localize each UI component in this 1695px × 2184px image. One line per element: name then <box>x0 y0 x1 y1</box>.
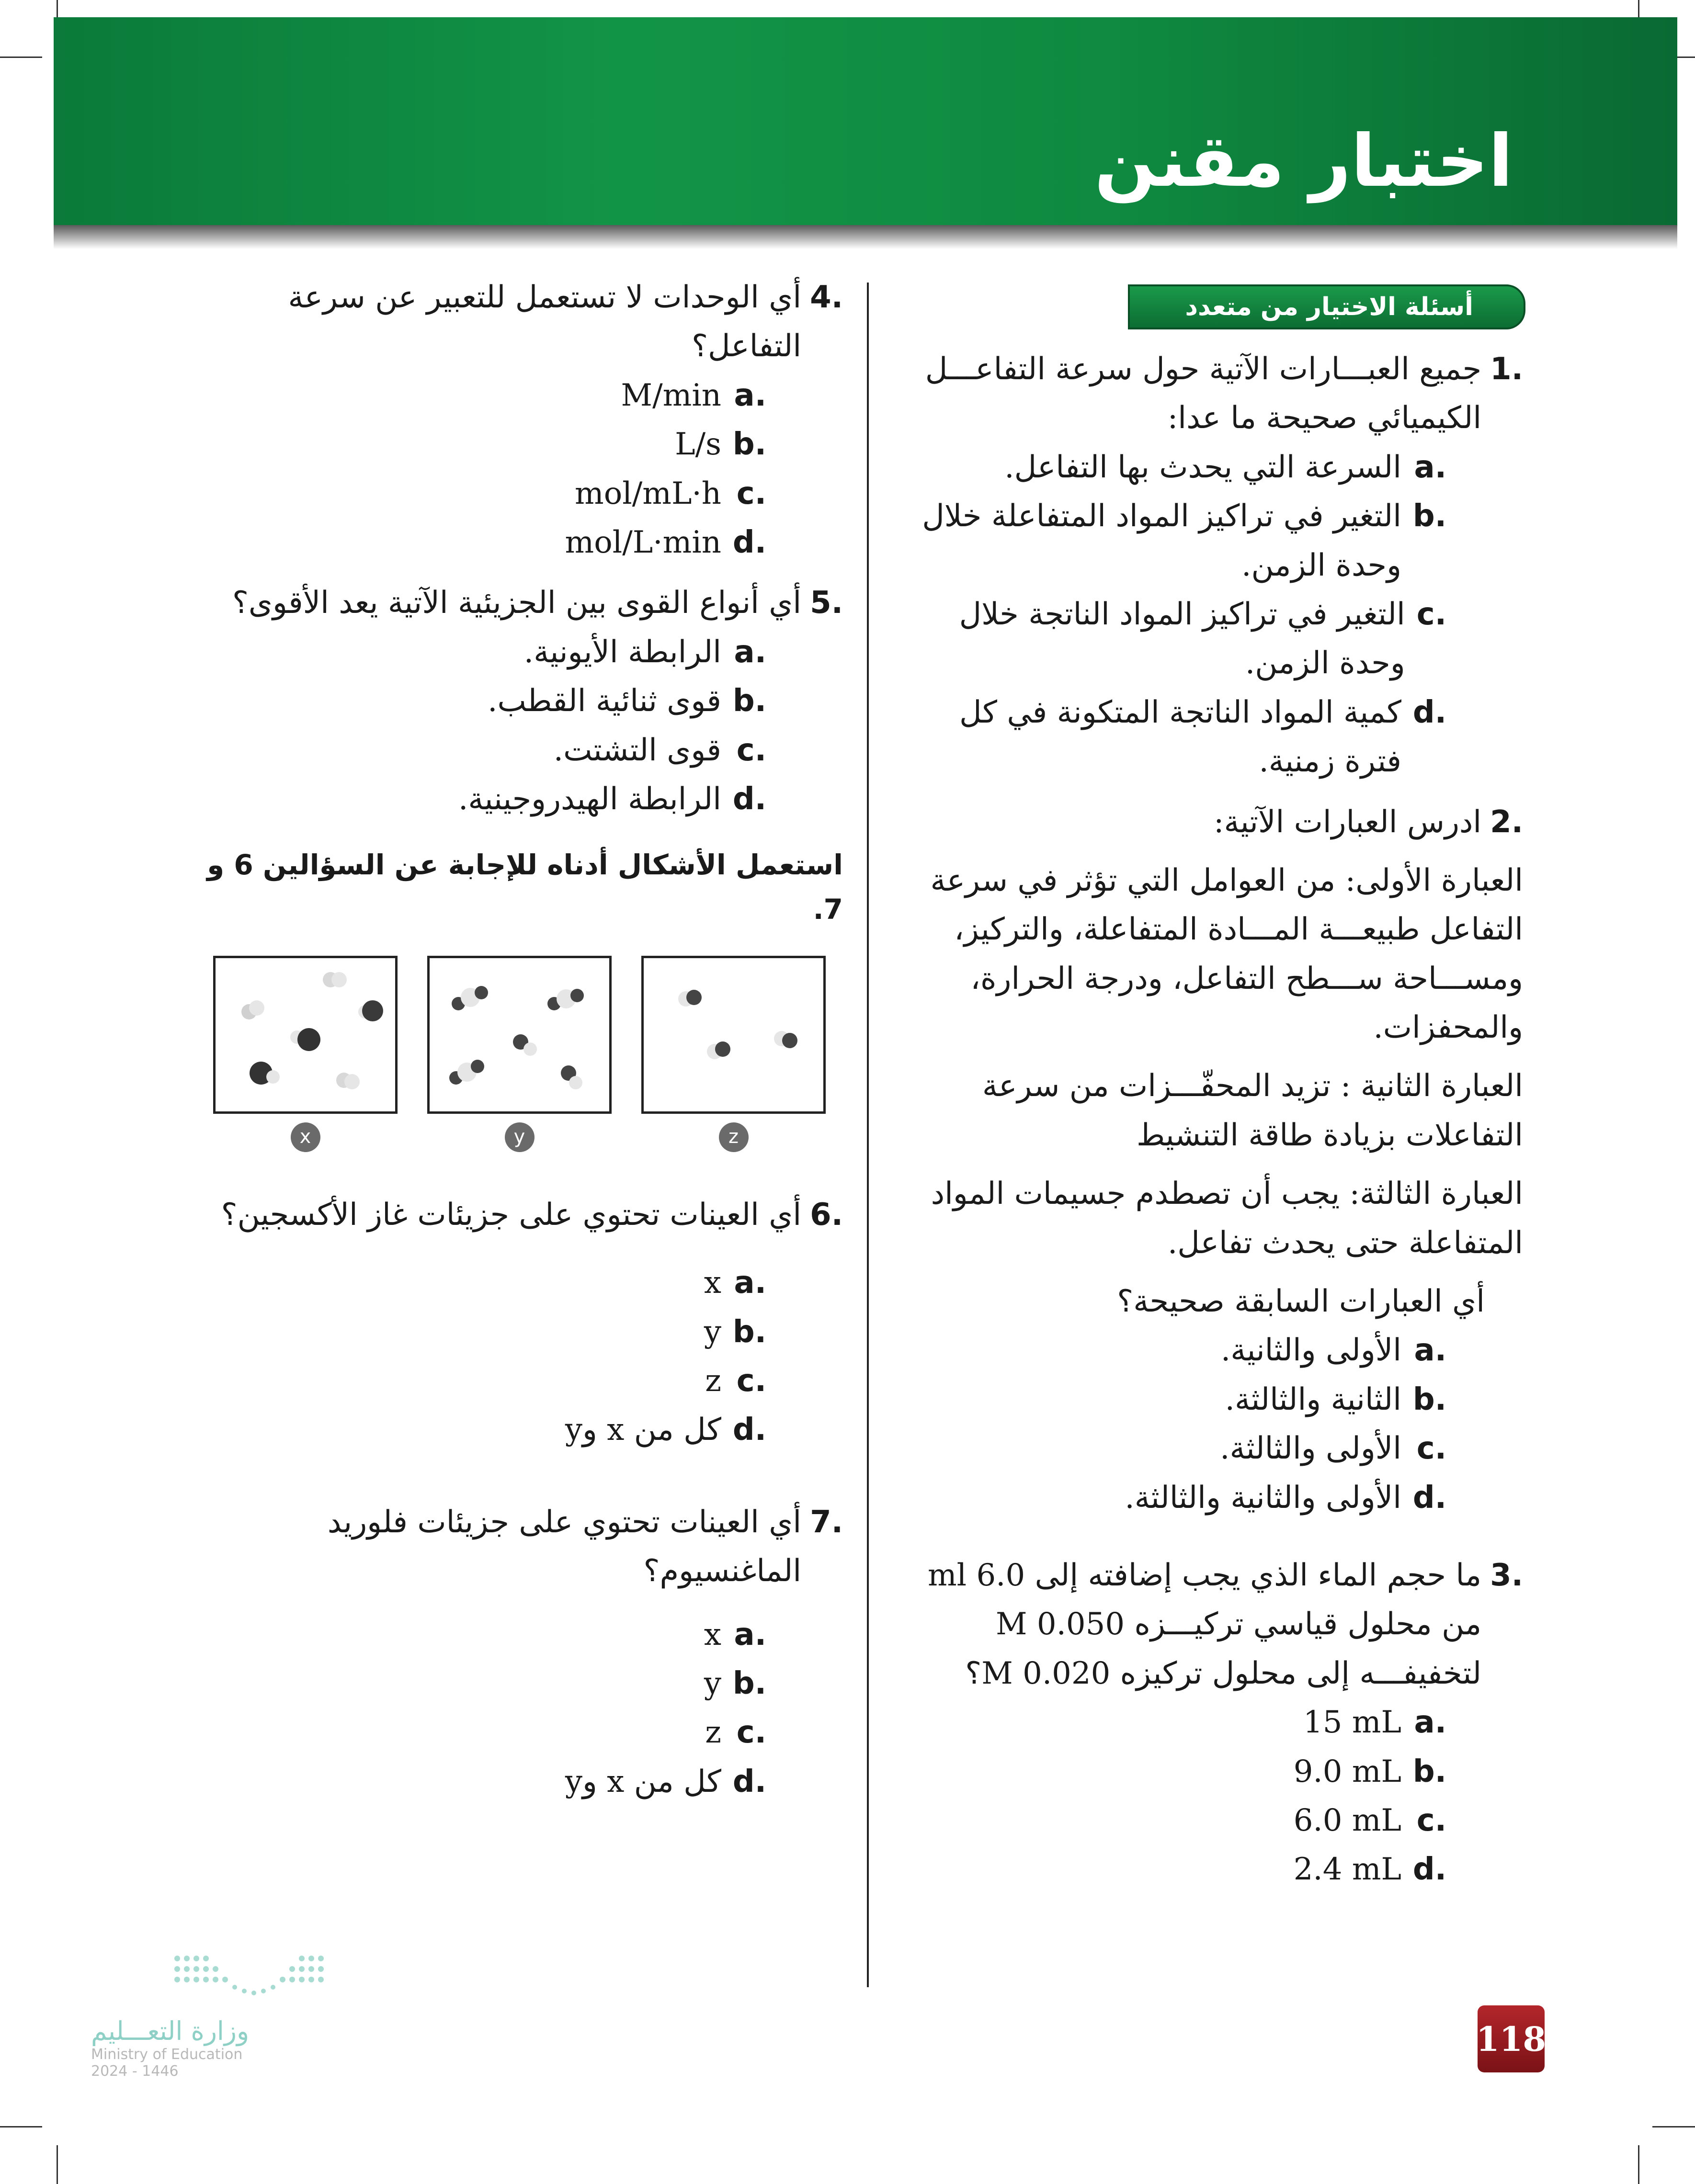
option-text: L/s <box>675 427 721 463</box>
question-2 <box>896 798 1523 1522</box>
option-text: كمية المواد الناتجة المتكونة في كل فترة زمنية. <box>959 694 1401 780</box>
question-4 <box>201 273 843 567</box>
option-text: 6.0 mL <box>1293 1802 1401 1838</box>
option-text: قوى التشتت. <box>553 732 721 768</box>
figure-box <box>427 956 612 1114</box>
page-title: اختبار مقنن <box>1094 120 1513 203</box>
header-shadow <box>54 225 1677 249</box>
ministry-logo <box>91 1949 340 2112</box>
option-letter: .a <box>1414 449 1446 485</box>
option[interactable] <box>201 1659 766 1708</box>
option-text: z <box>705 1715 721 1751</box>
option[interactable] <box>896 688 1446 786</box>
option[interactable] <box>896 1845 1446 1894</box>
question-number: .3 <box>1490 1557 1523 1593</box>
option-letter: .b <box>732 427 766 463</box>
molecules-x-icon <box>216 958 395 1111</box>
option-text: التغير في تراكيز المواد المتفاعلة خلال وحدة الزمن. <box>922 498 1401 583</box>
options-list <box>201 371 766 567</box>
option[interactable] <box>896 1326 1446 1375</box>
question-number: .5 <box>810 585 843 621</box>
right-column <box>896 345 1523 1906</box>
option-letter: .c <box>736 475 766 511</box>
crop-mark <box>1638 2145 1639 2184</box>
ministry-dots-icon <box>172 1949 345 2002</box>
question-number: .1 <box>1490 351 1523 387</box>
option[interactable] <box>896 1747 1446 1796</box>
option-text: الرابطة الأيونية. <box>523 634 721 670</box>
option-text: السرعة التي يحدث بها التفاعل. <box>1004 449 1401 485</box>
option[interactable] <box>201 1405 766 1454</box>
option-text: 15 mL <box>1303 1705 1401 1741</box>
question-5 <box>201 578 843 824</box>
option-text: y <box>704 1666 721 1702</box>
option-letter: .b <box>732 1314 766 1350</box>
option-letter: .a <box>734 634 766 670</box>
option-letter: .a <box>734 1617 766 1652</box>
column-divider <box>867 283 869 1987</box>
option-text: 9.0 mL <box>1293 1754 1401 1789</box>
option-letter: .c <box>1416 1431 1446 1467</box>
option-letter: .b <box>1412 498 1446 534</box>
figure-label: y <box>505 1122 535 1152</box>
question-text: ادرس العبارات الآتية: <box>1213 804 1482 840</box>
question-text: أي أنواع القوى بين الجزيئية الآتية يعد الأقوى؟ <box>232 585 802 621</box>
figure-label: x <box>291 1122 320 1152</box>
option-text: y <box>704 1314 721 1350</box>
left-column <box>201 273 843 1818</box>
option[interactable] <box>201 371 766 420</box>
option[interactable] <box>896 492 1446 590</box>
option-letter: .c <box>736 732 766 768</box>
option[interactable] <box>896 590 1446 688</box>
option-text: الرابطة الهيدروجينية. <box>458 781 721 817</box>
molecules-z-icon <box>644 958 823 1111</box>
question-7 <box>201 1498 843 1806</box>
option-text: mol/L·min <box>565 524 721 560</box>
option-text: z <box>705 1363 721 1399</box>
option[interactable] <box>201 518 766 567</box>
option-letter: .a <box>1414 1705 1446 1741</box>
question-number: .6 <box>810 1197 843 1233</box>
option[interactable] <box>201 628 766 677</box>
option-letter: .b <box>1412 1381 1446 1417</box>
question-3 <box>896 1551 1523 1894</box>
option-text: قوى ثنائية القطب. <box>488 683 721 719</box>
figure-label: z <box>719 1122 749 1152</box>
option-text: M/min <box>621 377 721 413</box>
question-text: جميع العبـــارات الآتية حول سرعة التفاعـــل الكيميائي صحيحة ما عدا: <box>925 351 1482 436</box>
option-letter: .a <box>1414 1333 1446 1369</box>
option-letter: .a <box>734 377 766 413</box>
option-letter: .c <box>1416 1802 1446 1838</box>
question-text: أي الوحدات لا تستعمل للتعبير عن سرعة التفاعل؟ <box>288 280 802 364</box>
option[interactable] <box>201 1708 766 1757</box>
crop-mark <box>1652 2126 1695 2127</box>
sub-question: أي العبارات السابقة صحيحة؟ <box>1117 1284 1485 1320</box>
option-text: 2.4 mL <box>1293 1852 1401 1888</box>
crop-mark <box>57 2145 58 2184</box>
option[interactable] <box>201 677 766 725</box>
options-list <box>201 628 766 824</box>
question-text: أي العينات تحتوي على جزيئات غاز الأكسجين؟ <box>221 1197 802 1233</box>
statement-3: العبارة الثالثة: يجب أن تصطدم جسيمات المواد المتفاعلة حتى يحدث تفاعل. <box>931 1176 1523 1261</box>
question-text: ما حجم الماء الذي يجب إضافته إلى 6.0 ml من محلول قياسي تركيـــزه 0.050 M لتخفيفـــه إلى محلول تركيزه 0.020 M؟ <box>927 1557 1482 1691</box>
molecules-y-icon <box>430 958 609 1111</box>
ministry-english: Ministry of Education <box>91 2046 243 2063</box>
question-number: .2 <box>1490 804 1523 840</box>
crop-mark <box>0 2126 42 2127</box>
figure-y <box>427 956 612 1152</box>
option-letter: .d <box>1412 694 1446 730</box>
option[interactable] <box>201 726 766 775</box>
option-letter: .a <box>734 1265 766 1301</box>
option-text: الأولى والثانية. <box>1220 1333 1401 1369</box>
option-letter: .d <box>1412 1852 1446 1888</box>
option-text: كل من x وy <box>565 1764 721 1799</box>
option-text: الأولى والثانية والثالثة. <box>1125 1480 1401 1516</box>
option[interactable] <box>896 1796 1446 1845</box>
figure-x <box>213 956 398 1152</box>
question-1 <box>896 345 1523 786</box>
section-label: أسئلة الاختيار من متعدد <box>1128 284 1525 329</box>
statement-2: العبارة الثانية : تزيد المحفّـــزات من سرعة التفاعلات بزيادة طاقة التنشيط <box>982 1068 1523 1153</box>
figures-instruction: استعمل الأشكال أدناه للإجابة عن السؤالين 6 و 7. <box>207 849 843 926</box>
option-letter: .d <box>1412 1480 1446 1516</box>
option-text: mol/mL·h <box>575 475 721 511</box>
option-text: التغير في تراكيز المواد الناتجة خلال وحدة الزمن. <box>959 596 1405 681</box>
option-text: الأولى والثالثة. <box>1220 1431 1401 1467</box>
option-letter: .b <box>732 1666 766 1702</box>
option[interactable] <box>201 1757 766 1806</box>
option-letter: .c <box>1416 596 1446 632</box>
question-6 <box>201 1190 843 1455</box>
page-number: 118 <box>1478 2005 1545 2072</box>
options-list <box>896 1698 1446 1894</box>
figures-row <box>213 956 843 1152</box>
option-letter: .c <box>736 1715 766 1751</box>
option-letter: .d <box>732 1764 766 1799</box>
figure-box <box>213 956 398 1114</box>
question-text: أي العينات تحتوي على جزيئات فلوريد الماغنسيوم؟ <box>327 1504 802 1589</box>
option-letter: .d <box>732 524 766 560</box>
option[interactable] <box>201 775 766 824</box>
option[interactable] <box>896 1698 1446 1747</box>
option-letter: .b <box>1412 1754 1446 1789</box>
option[interactable] <box>896 1473 1446 1522</box>
option-text: كل من x وy <box>565 1412 721 1448</box>
option[interactable] <box>896 1424 1446 1473</box>
option[interactable] <box>201 1258 766 1307</box>
question-number: .7 <box>810 1504 843 1540</box>
option[interactable] <box>201 469 766 518</box>
option[interactable] <box>896 1375 1446 1424</box>
figure-z <box>641 956 826 1152</box>
options-list <box>896 1326 1446 1522</box>
option[interactable] <box>201 420 766 469</box>
option[interactable] <box>201 1308 766 1357</box>
option[interactable] <box>201 1357 766 1405</box>
question-number: .4 <box>810 280 843 315</box>
options-list <box>896 443 1446 786</box>
statement-1: العبارة الأولى: من العوامل التي تؤثر في سرعة التفاعل طبيعـــة المـــادة المتفاعلة، والتركيز، ومســـاحة ســـطح التفاعل، ودرجة الحرارة، والمحفزات. <box>930 862 1523 1046</box>
option-text: x <box>704 1265 721 1301</box>
options-list <box>201 1610 766 1807</box>
option-text: الثانية والثالثة. <box>1225 1381 1401 1417</box>
option-letter: .d <box>732 1412 766 1448</box>
figure-box <box>641 956 826 1114</box>
ministry-arabic: وزارة التعـــليم <box>91 2016 250 2046</box>
option[interactable] <box>896 443 1446 492</box>
crop-mark <box>0 57 42 58</box>
option-letter: .b <box>732 683 766 719</box>
ministry-year: 2024 - 1446 <box>91 2063 179 2080</box>
option-text: x <box>704 1617 721 1652</box>
option-letter: .c <box>736 1363 766 1399</box>
option[interactable] <box>201 1610 766 1659</box>
option-letter: .d <box>732 781 766 817</box>
options-list <box>201 1258 766 1455</box>
